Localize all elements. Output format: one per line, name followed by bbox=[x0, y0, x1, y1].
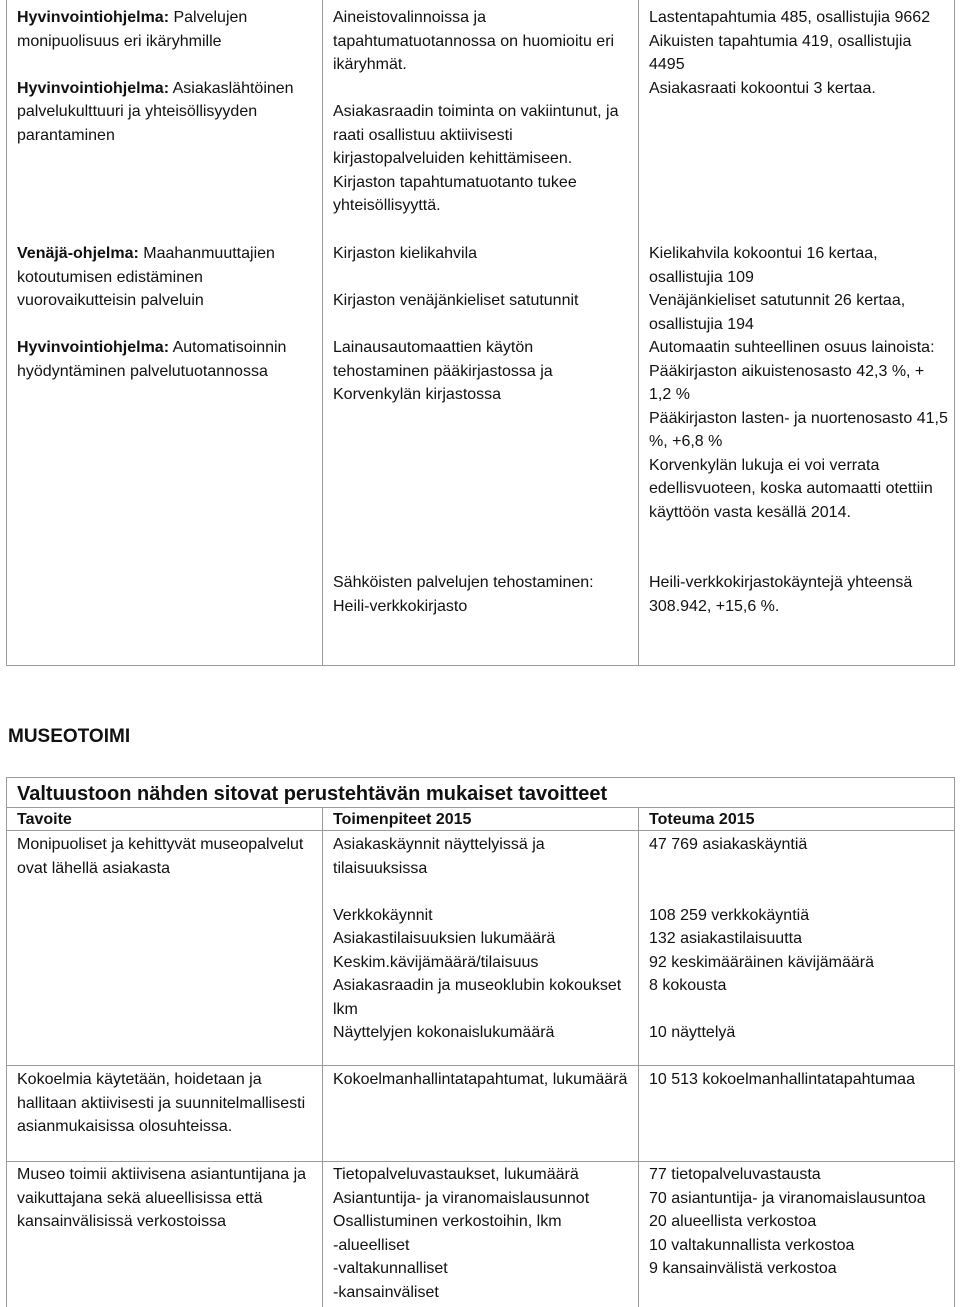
action-text: Kirjaston kielikahvila bbox=[333, 245, 478, 262]
goal-text: Monipuoliset ja kehittyvät museopalvelut ovat lähellä asiakasta bbox=[17, 836, 304, 877]
table-column-divider bbox=[322, 0, 323, 666]
action-text: Lainausautomaattien käytön tehostaminen pääkirjastossa ja Korvenkylän kirjastossa bbox=[333, 339, 553, 403]
action-text: Asiakaskäynnit näyttelyissä ja tilaisuuksissa bbox=[333, 836, 545, 877]
action-text: -alueelliset bbox=[333, 1236, 410, 1254]
table-banner: Valtuustoon nähden sitovat perustehtävän mukaiset tavoitteet bbox=[17, 783, 608, 805]
action-text: Näyttelyjen kokonaislukumäärä bbox=[333, 1024, 555, 1041]
result-cell bbox=[649, 6, 949, 100]
result-cell bbox=[649, 242, 949, 524]
result-text: Aikuisten tapahtumia 419, osallistujia 4495 bbox=[649, 32, 912, 73]
section-heading: MUSEOTOIMI bbox=[8, 726, 131, 747]
action-text: -valtakunnalliset bbox=[333, 1260, 448, 1277]
action-cell bbox=[333, 571, 633, 618]
result-text: Korvenkylän lukuja ei voi verrata edellisvuoteen, koska automaatti otettiin käyttöön vasta kesällä 2014. bbox=[649, 456, 933, 521]
result-text: 132 asiakastilaisuutta bbox=[649, 930, 802, 947]
result-text: 92 keskimääräinen kävijämäärä bbox=[649, 953, 874, 971]
action-text: -kansainväliset bbox=[333, 1283, 439, 1301]
action-cell bbox=[333, 242, 633, 407]
header-results: Toteuma 2015 bbox=[649, 811, 755, 828]
action-cell bbox=[333, 1068, 633, 1092]
goal-text: Hyvinvointiohjelma: Automatisoinnin hyödyntäminen palvelutuotannossa bbox=[17, 339, 287, 380]
goal-cell bbox=[17, 1068, 317, 1139]
table-border-left bbox=[6, 0, 7, 666]
table-column-divider bbox=[638, 807, 639, 1307]
action-text: Kirjaston tapahtumatuotanto tukee yhteisöllisyyttä. bbox=[333, 173, 577, 214]
header-actions: Toimenpiteet 2015 bbox=[333, 811, 472, 828]
result-text: 47 769 asiakaskäyntiä bbox=[649, 836, 808, 853]
action-text: Keskim.kävijämäärä/tilaisuus bbox=[333, 953, 539, 971]
table-border-right bbox=[954, 777, 955, 1307]
header-goal: Tavoite bbox=[17, 811, 72, 828]
action-text: Asiakasraadin ja museoklubin kokoukset lkm bbox=[333, 977, 622, 1018]
result-text: 10 valtakunnallista verkostoa bbox=[649, 1236, 855, 1254]
table-border-bottom bbox=[6, 665, 955, 666]
goal-text: Kokoelmia käytetään, hoidetaan ja hallitaan aktiivisesti ja suunnitelmallisesti asianmukaisissa olosuhteissa. bbox=[17, 1071, 306, 1135]
result-text: Lastentapahtumia 485, osallistujia 9662 bbox=[649, 9, 931, 26]
result-cell bbox=[649, 571, 949, 618]
result-text: Asiakasraati kokoontui 3 kertaa. bbox=[649, 79, 876, 97]
table-column-divider bbox=[638, 0, 639, 666]
goal-cell bbox=[17, 242, 317, 383]
action-cell bbox=[333, 1163, 633, 1304]
result-text: 70 asiantuntija- ja viranomaislausuntoa bbox=[649, 1189, 926, 1207]
result-cell bbox=[649, 833, 949, 1045]
result-text: 20 alueellista verkostoa bbox=[649, 1213, 817, 1230]
goal-text: Hyvinvointiohjelma: Palvelujen monipuolisuus eri ikäryhmille bbox=[17, 9, 248, 50]
result-text: 10 513 kokoelmanhallintatapahtumaa bbox=[649, 1071, 915, 1088]
action-cell bbox=[333, 833, 633, 1045]
goal-text: Hyvinvointiohjelma: Asiakaslähtöinen palvelukulttuuri ja yhteisöllisyyden parantaminen bbox=[17, 79, 294, 144]
action-text: Kokoelmanhallintatapahtumat, lukumäärä bbox=[333, 1071, 628, 1088]
table-row-divider bbox=[6, 1161, 955, 1162]
action-text: Aineistovalinnoissa ja tapahtumatuotannossa on huomioitu eri ikäryhmät. bbox=[333, 9, 615, 73]
action-text: Osallistuminen verkostoihin, lkm bbox=[333, 1213, 562, 1230]
action-text: Kirjaston venäjänkieliset satutunnit bbox=[333, 292, 579, 309]
goal-text: Museo toimii aktiivisena asiantuntijana ja vaikuttajana sekä alueellisissa että kansainvälisissä verkostoissa bbox=[17, 1166, 307, 1230]
action-text: Asiantuntija- ja viranomaislausunnot bbox=[333, 1189, 590, 1207]
result-cell bbox=[649, 1163, 949, 1281]
action-cell bbox=[333, 6, 633, 218]
goal-cell bbox=[17, 6, 317, 147]
table-border-left bbox=[6, 777, 7, 1307]
result-text: Venäjänkieliset satutunnit 26 kertaa, osallistujia 194 bbox=[649, 292, 906, 333]
table-border-right bbox=[954, 0, 955, 666]
action-text: Tietopalveluvastaukset, lukumäärä bbox=[333, 1166, 579, 1183]
result-text: Pääkirjaston aikuistenosasto 42,3 %, + 1,2 % bbox=[649, 362, 925, 403]
result-text: Automaatin suhteellinen osuus lainoista: bbox=[649, 339, 935, 356]
result-text: 9 kansainvälistä verkostoa bbox=[649, 1260, 837, 1277]
action-text: Sähköisten palvelujen tehostaminen: Heili-verkkokirjasto bbox=[333, 574, 594, 615]
action-text: Verkkokäynnit bbox=[333, 906, 433, 924]
result-text: 108 259 verkkokäyntiä bbox=[649, 906, 810, 924]
result-cell bbox=[649, 1068, 949, 1092]
result-text: Kielikahvila kokoontui 16 kertaa, osallistujia 109 bbox=[649, 245, 878, 286]
goal-cell bbox=[17, 833, 317, 880]
result-text: 8 kokousta bbox=[649, 977, 727, 994]
result-text: 10 näyttelyä bbox=[649, 1024, 736, 1041]
action-text: Asiakastilaisuuksien lukumäärä bbox=[333, 930, 556, 947]
table-row-divider bbox=[6, 1065, 955, 1066]
table-column-divider bbox=[322, 807, 323, 1307]
result-text: Heili-verkkokirjastokäyntejä yhteensä 308.942, +15,6 %. bbox=[649, 574, 913, 615]
goal-cell bbox=[17, 1163, 317, 1234]
table-border-top bbox=[6, 777, 955, 778]
result-text: Pääkirjaston lasten- ja nuortenosasto 41,5 %, +6,8 % bbox=[649, 409, 948, 450]
goal-text: Venäjä-ohjelma: Maahanmuuttajien kotoutumisen edistäminen vuorovaikutteisin palveluin bbox=[17, 245, 275, 309]
action-text: Asiakasraadin toiminta on vakiintunut, ja raati osallistuu aktiivisesti kirjastopalveluiden kehittämiseen. bbox=[333, 103, 619, 167]
result-text: 77 tietopalveluvastausta bbox=[649, 1166, 821, 1183]
